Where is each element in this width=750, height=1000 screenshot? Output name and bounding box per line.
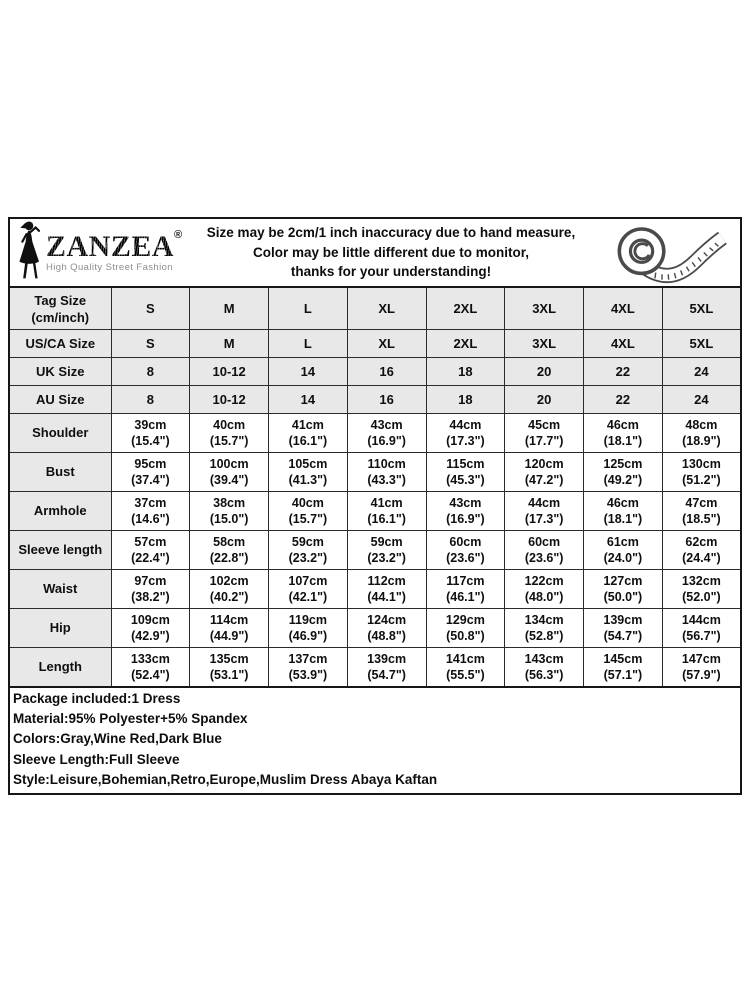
- inch-value: (22.4"): [131, 551, 170, 565]
- measure-cell: [347, 453, 426, 492]
- measure-cell: [269, 648, 348, 688]
- size-cell: 18: [426, 386, 505, 414]
- inch-value: (55.5"): [446, 668, 485, 682]
- row-label: AU Size: [9, 386, 111, 414]
- size-cell: XL: [347, 287, 426, 330]
- inch-value: (52.8"): [524, 629, 564, 643]
- inch-value: (52.4"): [131, 668, 170, 682]
- inch-value: (48.8"): [367, 629, 406, 643]
- measure-cell: [505, 453, 584, 492]
- cm-value: 60cm: [449, 535, 482, 549]
- measure-cell: [662, 453, 741, 492]
- cm-value: 102cm: [209, 574, 249, 588]
- cm-value: 100cm: [209, 457, 249, 471]
- cm-value: 47cm: [685, 496, 718, 510]
- cm-value: 147cm: [681, 652, 721, 666]
- inch-value: (40.2"): [209, 590, 249, 604]
- inch-value: (16.1"): [288, 434, 328, 448]
- measure-cell: [426, 531, 505, 570]
- notice-line-3: thanks for your understanding!: [290, 264, 492, 280]
- measure-cell: [111, 648, 190, 688]
- size-cell: 2XL: [426, 287, 505, 330]
- inch-value: (53.1"): [209, 668, 249, 682]
- measure-cell: [662, 570, 741, 609]
- size-cell: L: [269, 287, 348, 330]
- cm-value: 114cm: [210, 613, 249, 627]
- measure-cell: [584, 414, 663, 453]
- measure-cell: [111, 531, 190, 570]
- measure-cell: [111, 609, 190, 648]
- table-row: [9, 492, 741, 531]
- cm-value: 134cm: [524, 613, 564, 627]
- cm-value: 110cm: [367, 457, 406, 471]
- brand-name: ZANZEA: [46, 230, 175, 264]
- inch-value: (51.2"): [682, 473, 721, 487]
- measure-cell: [111, 453, 190, 492]
- size-cell: 10-12: [190, 386, 269, 414]
- size-notice: [182, 223, 600, 282]
- table-row: [9, 531, 741, 570]
- inch-value: (18.1"): [603, 434, 643, 448]
- cm-value: 38cm: [213, 496, 246, 510]
- row-label: Hip: [9, 609, 111, 648]
- table-row: [9, 648, 741, 688]
- row-label: Tag Size (cm/inch): [9, 287, 111, 330]
- measure-cell: [662, 648, 741, 688]
- detail-style: Style:Leisure,Bohemian,Retro,Europe,Muslim Dress Abaya Kaftan: [13, 771, 438, 787]
- measure-cell: [662, 492, 741, 531]
- measure-cell: [190, 648, 269, 688]
- cm-value: 141cm: [445, 652, 485, 666]
- inch-value: (15.0"): [209, 512, 249, 526]
- measure-cell: [426, 414, 505, 453]
- inch-value: (56.3"): [524, 668, 564, 682]
- cm-value: 58cm: [213, 535, 246, 549]
- cm-value: 119cm: [288, 613, 327, 627]
- inch-value: (52.0"): [682, 590, 721, 604]
- measure-cell: [505, 492, 584, 531]
- size-cell: 14: [269, 386, 348, 414]
- cm-value: 44cm: [449, 418, 482, 432]
- inch-value: (44.1"): [367, 590, 406, 604]
- size-cell: 24: [662, 358, 741, 386]
- inch-value: (24.4"): [682, 551, 721, 565]
- row-label: Waist: [9, 570, 111, 609]
- inch-value: (23.6"): [524, 551, 564, 565]
- inch-value: (54.7"): [367, 668, 406, 682]
- measure-cell: [269, 570, 348, 609]
- measure-cell: [662, 531, 741, 570]
- size-cell: S: [111, 330, 190, 358]
- size-cell: 8: [111, 386, 190, 414]
- inch-value: (39.4"): [209, 473, 249, 487]
- inch-value: (48.0"): [524, 590, 564, 604]
- size-cell: 20: [505, 358, 584, 386]
- cm-value: 59cm: [370, 535, 403, 549]
- inch-value: (17.3"): [446, 434, 485, 448]
- table-row: [9, 386, 741, 414]
- cm-value: 127cm: [603, 574, 643, 588]
- size-cell: 2XL: [426, 330, 505, 358]
- measure-cell: [662, 609, 741, 648]
- size-cell: 18: [426, 358, 505, 386]
- measure-cell: [426, 609, 505, 648]
- measure-cell: [347, 609, 426, 648]
- cm-value: 144cm: [681, 613, 721, 627]
- cm-value: 46cm: [606, 496, 639, 510]
- measure-cell: [505, 570, 584, 609]
- cm-value: 145cm: [603, 652, 643, 666]
- registered-mark: ®: [174, 229, 183, 242]
- inch-value: (46.1"): [446, 590, 485, 604]
- inch-value: (16.1"): [367, 512, 406, 526]
- cm-value: 39cm: [134, 418, 167, 432]
- cm-value: 137cm: [288, 652, 328, 666]
- size-cell: 16: [347, 386, 426, 414]
- brand-tagline: High Quality Street Fashion: [46, 262, 173, 274]
- detail-material: Material:95% Polyester+5% Spandex: [13, 711, 248, 727]
- notice-line-1: Size may be 2cm/1 inch inaccuracy due to hand measure,: [206, 225, 576, 241]
- measure-cell: [269, 531, 348, 570]
- measure-cell: [111, 570, 190, 609]
- measure-cell: [347, 492, 426, 531]
- size-cell: 5XL: [662, 330, 741, 358]
- detail-sleeve-length: Sleeve Length:Full Sleeve: [13, 751, 180, 767]
- inch-value: (22.8"): [209, 551, 249, 565]
- cm-value: 125cm: [603, 457, 643, 471]
- cm-value: 60cm: [528, 535, 561, 549]
- measure-cell: [111, 492, 190, 531]
- measure-cell: [662, 414, 741, 453]
- cm-value: 61cm: [606, 535, 639, 549]
- inch-value: (38.2"): [131, 590, 170, 604]
- cm-value: 45cm: [528, 418, 561, 432]
- cm-value: 97cm: [134, 574, 167, 588]
- cm-value: 115cm: [446, 457, 485, 471]
- measure-cell: [426, 453, 505, 492]
- inch-value: (56.7"): [682, 629, 721, 643]
- cm-value: 57cm: [134, 535, 167, 549]
- cm-value: 139cm: [367, 652, 407, 666]
- cm-value: 122cm: [524, 574, 564, 588]
- size-table: [8, 286, 742, 688]
- cm-value: 124cm: [367, 613, 407, 627]
- inch-value: (53.9"): [288, 668, 328, 682]
- brand-text: [46, 229, 183, 274]
- inch-value: (57.1"): [603, 668, 643, 682]
- inch-value: (15.4"): [131, 434, 170, 448]
- size-cell: 4XL: [584, 287, 663, 330]
- inch-value: (17.3"): [524, 512, 564, 526]
- measure-cell: [269, 609, 348, 648]
- cm-value: 48cm: [685, 418, 718, 432]
- inch-value: (50.8"): [446, 629, 485, 643]
- inch-value: (49.2"): [603, 473, 643, 487]
- cm-value: 107cm: [288, 574, 328, 588]
- measure-cell: [347, 531, 426, 570]
- cm-value: 139cm: [603, 613, 643, 627]
- cm-value: 112cm: [367, 574, 406, 588]
- measure-cell: [190, 453, 269, 492]
- inch-value: (18.9"): [682, 434, 721, 448]
- inch-value: (15.7"): [209, 434, 249, 448]
- measure-cell: [584, 648, 663, 688]
- measure-cell: [190, 492, 269, 531]
- cm-value: 43cm: [370, 418, 403, 432]
- row-label: US/CA Size: [9, 330, 111, 358]
- size-cell: XL: [347, 330, 426, 358]
- inch-value: (18.1"): [603, 512, 643, 526]
- measure-cell: [111, 414, 190, 453]
- measure-cell: [190, 531, 269, 570]
- inch-value: (44.9"): [209, 629, 249, 643]
- measure-cell: [584, 570, 663, 609]
- product-details: [8, 686, 742, 795]
- size-cell: 14: [269, 358, 348, 386]
- inch-value: (45.3"): [446, 473, 485, 487]
- inch-value: (46.9"): [288, 629, 328, 643]
- measure-cell: [269, 414, 348, 453]
- cm-value: 46cm: [606, 418, 639, 432]
- cm-value: 95cm: [134, 457, 167, 471]
- cm-value: 117cm: [446, 574, 485, 588]
- woman-silhouette-icon: [14, 220, 44, 285]
- measuring-tape-icon: [600, 221, 740, 285]
- row-label: UK Size: [9, 358, 111, 386]
- inch-value: (23.6"): [446, 551, 485, 565]
- size-cell: 5XL: [662, 287, 741, 330]
- size-cell: 16: [347, 358, 426, 386]
- size-cell: 22: [584, 386, 663, 414]
- measure-cell: [505, 414, 584, 453]
- row-label: Shoulder: [9, 414, 111, 453]
- measure-cell: [505, 609, 584, 648]
- table-row: [9, 570, 741, 609]
- cm-value: 59cm: [291, 535, 324, 549]
- measure-cell: [190, 609, 269, 648]
- inch-value: (42.1"): [288, 590, 328, 604]
- measure-cell: [269, 492, 348, 531]
- size-cell: S: [111, 287, 190, 330]
- cm-value: 109cm: [130, 613, 170, 627]
- cm-value: 135cm: [209, 652, 249, 666]
- measure-cell: [584, 492, 663, 531]
- inch-value: (17.7"): [524, 434, 564, 448]
- measure-cell: [190, 414, 269, 453]
- cm-value: 41cm: [291, 418, 324, 432]
- size-cell: 8: [111, 358, 190, 386]
- inch-value: (24.0"): [603, 551, 643, 565]
- measure-cell: [269, 453, 348, 492]
- measure-cell: [347, 414, 426, 453]
- cm-value: 40cm: [291, 496, 324, 510]
- measure-cell: [426, 648, 505, 688]
- table-row: [9, 287, 741, 330]
- inch-value: (43.3"): [367, 473, 406, 487]
- size-cell: 3XL: [505, 287, 584, 330]
- table-row: [9, 330, 741, 358]
- measure-cell: [584, 453, 663, 492]
- size-cell: 24: [662, 386, 741, 414]
- measure-cell: [505, 531, 584, 570]
- inch-value: (18.5"): [682, 512, 721, 526]
- measure-cell: [584, 531, 663, 570]
- inch-value: (57.9"): [682, 668, 721, 682]
- measure-cell: [505, 648, 584, 688]
- notice-line-2: Color may be little different due to monitor,: [252, 244, 530, 260]
- cm-value: 105cm: [288, 457, 328, 471]
- measure-cell: [584, 609, 663, 648]
- cm-value: 43cm: [449, 496, 482, 510]
- measure-cell: [347, 648, 426, 688]
- inch-value: (23.2"): [288, 551, 328, 565]
- inch-value: (14.6"): [131, 512, 170, 526]
- cm-value: 44cm: [528, 496, 561, 510]
- size-cell: 10-12: [190, 358, 269, 386]
- inch-value: (16.9"): [446, 512, 485, 526]
- table-row: [9, 358, 741, 386]
- cm-value: 129cm: [445, 613, 485, 627]
- size-cell: 4XL: [584, 330, 663, 358]
- inch-value: (50.0"): [603, 590, 643, 604]
- inch-value: (42.9"): [131, 629, 170, 643]
- table-row: [9, 609, 741, 648]
- cm-value: 143cm: [524, 652, 564, 666]
- row-label: Length: [9, 648, 111, 688]
- table-row: [9, 414, 741, 453]
- cm-value: 37cm: [134, 496, 167, 510]
- cm-value: 41cm: [370, 496, 403, 510]
- cm-value: 120cm: [524, 457, 564, 471]
- detail-colors: Colors:Gray,Wine Red,Dark Blue: [13, 731, 222, 747]
- row-label: Armhole: [9, 492, 111, 531]
- cm-value: 62cm: [685, 535, 718, 549]
- measure-cell: [347, 570, 426, 609]
- inch-value: (41.3"): [288, 473, 328, 487]
- measure-cell: [426, 492, 505, 531]
- size-cell: 3XL: [505, 330, 584, 358]
- size-table-body: [9, 287, 741, 687]
- row-label: Sleeve length: [9, 531, 111, 570]
- row-label: Bust: [9, 453, 111, 492]
- measure-cell: [426, 570, 505, 609]
- inch-value: (23.2"): [367, 551, 406, 565]
- size-cell: 22: [584, 358, 663, 386]
- cm-value: 133cm: [130, 652, 170, 666]
- size-cell: L: [269, 330, 348, 358]
- size-cell: M: [190, 287, 269, 330]
- inch-value: (54.7"): [603, 629, 643, 643]
- size-cell: 20: [505, 386, 584, 414]
- cm-value: 40cm: [213, 418, 246, 432]
- cm-value: 130cm: [681, 457, 721, 471]
- size-chart-sheet: [8, 217, 742, 795]
- inch-value: (15.7"): [288, 512, 328, 526]
- size-cell: M: [190, 330, 269, 358]
- header: [8, 217, 742, 288]
- inch-value: (47.2"): [524, 473, 564, 487]
- inch-value: (16.9"): [367, 434, 406, 448]
- inch-value: (37.4"): [131, 473, 170, 487]
- brand-logo: [10, 220, 182, 285]
- table-row: [9, 453, 741, 492]
- detail-package: Package included:1 Dress: [13, 691, 181, 706]
- measure-cell: [190, 570, 269, 609]
- cm-value: 132cm: [681, 574, 721, 588]
